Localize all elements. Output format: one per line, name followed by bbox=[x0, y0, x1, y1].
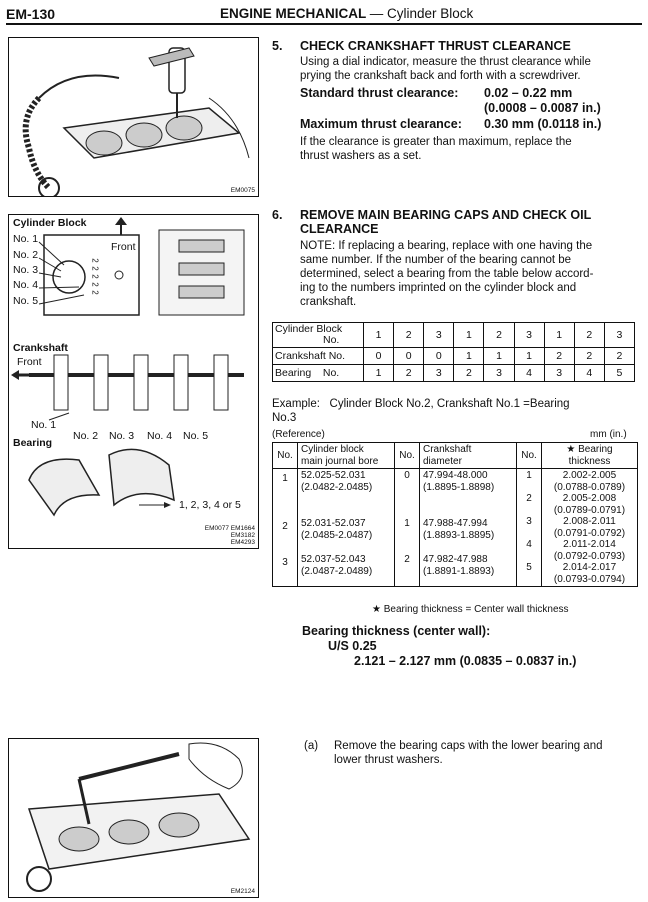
crankshaft-front-label: Front bbox=[17, 356, 42, 368]
max-clearance-label: Maximum thrust clearance: bbox=[300, 117, 462, 131]
value-mm: 2.002-2.005 bbox=[562, 470, 617, 481]
bearing-thickness-value: 2.121 – 2.127 mm (0.0835 – 0.0837 in.) bbox=[354, 654, 577, 668]
table-row bbox=[273, 323, 635, 348]
table-cell bbox=[301, 518, 391, 554]
table-cell: 2 bbox=[404, 554, 410, 565]
bearing-numbers-label: 1, 2, 3, 4 or 5 bbox=[179, 499, 241, 511]
figure-code: EM0075 bbox=[230, 187, 255, 194]
block-no-3: No. 3 bbox=[13, 264, 39, 276]
header-line: thickness bbox=[568, 455, 611, 467]
step-6-note-5: crankshaft. bbox=[300, 296, 357, 308]
value-in: (0.0789-0.0791) bbox=[553, 504, 626, 516]
step-6-note-1: NOTE: If replacing a bearing, replace with one having the bbox=[300, 240, 593, 252]
reference-label: (Reference) bbox=[272, 429, 325, 440]
std-clearance-in: (0.0008 – 0.0087 in.) bbox=[484, 101, 601, 115]
crank-column bbox=[420, 469, 517, 587]
cylinder-block-label: Cylinder Block bbox=[13, 217, 87, 229]
page-title-main: ENGINE MECHANICAL bbox=[220, 6, 367, 21]
value-in: (1.8893-1.8895) bbox=[423, 529, 495, 541]
crank-no-5: No. 5 bbox=[183, 430, 209, 442]
table-cell bbox=[545, 470, 634, 493]
value-in: (1.8895-1.8898) bbox=[423, 481, 495, 493]
table-cell: 1 bbox=[282, 473, 288, 484]
table-cell bbox=[301, 470, 391, 518]
stamp-digit-2: 2 bbox=[90, 266, 100, 271]
table-cell: 0 bbox=[404, 470, 410, 481]
table-cell: 1 bbox=[364, 323, 394, 348]
table-cell: 4 bbox=[574, 365, 604, 382]
header-line: main journal bore bbox=[301, 455, 379, 467]
step-5-heading: CHECK CRANKSHAFT THRUST CLEARANCE bbox=[300, 39, 571, 53]
figure-code: EM2124 bbox=[230, 888, 255, 895]
std-clearance-mm: 0.02 – 0.22 mm bbox=[484, 86, 573, 100]
step-5-number: 5. bbox=[272, 39, 283, 53]
header-rule bbox=[6, 23, 642, 25]
page-title bbox=[220, 6, 473, 21]
header-line: Crankshaft bbox=[423, 444, 472, 455]
header-line: diameter bbox=[423, 455, 462, 467]
header-no: No. bbox=[395, 443, 420, 469]
table-cell: 2 bbox=[526, 493, 532, 504]
header-line: ★ Bearing bbox=[566, 444, 613, 455]
table-cell: 0 bbox=[364, 348, 394, 365]
crank-no-1: No. 1 bbox=[31, 419, 57, 431]
table-cell: 3 bbox=[604, 323, 634, 348]
table-cell: 2 bbox=[484, 323, 514, 348]
table-cell: 1 bbox=[484, 348, 514, 365]
table-cell: 2 bbox=[282, 521, 288, 532]
table-row bbox=[273, 348, 635, 365]
value-mm: 47.982-47.988 bbox=[423, 554, 488, 565]
step-6-heading-1: REMOVE MAIN BEARING CAPS AND CHECK OIL bbox=[300, 208, 592, 222]
bearing-label: Bearing bbox=[13, 437, 53, 449]
table-cell: 1 bbox=[454, 323, 484, 348]
table-cell bbox=[423, 518, 513, 554]
step-6-heading-2: CLEARANCE bbox=[300, 222, 379, 236]
header-bore bbox=[298, 443, 395, 469]
value-in: (0.0788-0.0789) bbox=[553, 481, 626, 493]
substep-a-label: (a) bbox=[304, 740, 319, 752]
value-mm: 2.008-2.011 bbox=[563, 516, 616, 527]
step-6-number: 6. bbox=[272, 208, 283, 222]
step-6-note-3: determined, select a bearing from the table below accord- bbox=[300, 268, 594, 280]
value-in: (0.0792-0.0793) bbox=[553, 550, 626, 562]
bearing-no-column bbox=[517, 469, 542, 587]
page-number: EM-130 bbox=[6, 6, 56, 22]
crank-no-column bbox=[395, 469, 420, 587]
crank-no-4: No. 4 bbox=[147, 430, 173, 442]
stamp-digit-5: 2 bbox=[90, 290, 100, 295]
table-cell bbox=[545, 516, 634, 539]
crankshaft-label: Crankshaft bbox=[13, 342, 68, 354]
header-no: No. bbox=[273, 443, 298, 469]
table-cell bbox=[423, 554, 513, 577]
table-cell: 1 bbox=[526, 470, 532, 481]
value-in: (2.0482-2.0485) bbox=[301, 481, 373, 493]
table-cell: 2 bbox=[574, 348, 604, 365]
header-crank bbox=[420, 443, 517, 469]
crank-no-3: No. 3 bbox=[109, 430, 135, 442]
bore-column bbox=[298, 469, 395, 587]
value-mm: 52.031-52.037 bbox=[301, 518, 366, 529]
step-5-note-2: thrust washers as a set. bbox=[300, 150, 422, 162]
row-label: Bearing No. bbox=[273, 365, 364, 382]
table-cell: 4 bbox=[514, 365, 544, 382]
value-mm: 47.988-47.994 bbox=[423, 518, 488, 529]
figure-remove-caps bbox=[8, 738, 259, 898]
block-no-1: No. 1 bbox=[13, 233, 39, 245]
value-in: (2.0485-2.0487) bbox=[301, 529, 373, 541]
value-mm: 52.025-52.031 bbox=[301, 470, 366, 481]
table-cell: 1 bbox=[544, 323, 574, 348]
value-mm: 2.005-2.008 bbox=[562, 493, 617, 504]
table-cell: 3 bbox=[424, 365, 454, 382]
table-row bbox=[273, 365, 635, 382]
table-cell bbox=[545, 539, 634, 562]
undersize-label: U/S 0.25 bbox=[328, 639, 377, 653]
stamp-digit-3: 2 bbox=[90, 274, 100, 279]
bearing-thickness-heading: Bearing thickness (center wall): bbox=[302, 624, 491, 638]
example-line-1: Example: Cylinder Block No.2, Crankshaft No.1 =Bearing bbox=[272, 398, 570, 410]
table-cell: 0 bbox=[394, 348, 424, 365]
row-label: Crankshaft No. bbox=[273, 348, 364, 365]
table-cell: 2 bbox=[574, 323, 604, 348]
remove-caps-illustration bbox=[9, 739, 258, 897]
table-cell: 2 bbox=[454, 365, 484, 382]
step-6-note-4: ing to the numbers imprinted on the cylinder block and bbox=[300, 282, 577, 294]
value-mm: 2.011-2.014 bbox=[563, 539, 616, 550]
row-label bbox=[273, 323, 364, 348]
header-thickness bbox=[542, 443, 638, 469]
table-cell: 5 bbox=[526, 562, 532, 573]
unit-label: mm (in.) bbox=[590, 429, 627, 440]
block-no-5: No. 5 bbox=[13, 295, 39, 307]
table-cell: 1 bbox=[514, 348, 544, 365]
step-5-intro-1: Using a dial indicator, measure the thrust clearance while bbox=[300, 56, 591, 68]
reference-table bbox=[272, 442, 638, 587]
substep-a-line-1: Remove the bearing caps with the lower bearing and bbox=[334, 740, 603, 752]
step-5-note-1: If the clearance is greater than maximum, replace the bbox=[300, 136, 572, 148]
table-cell: 3 bbox=[526, 516, 532, 527]
table-cell: 2 bbox=[394, 323, 424, 348]
stamp-digit-4: 2 bbox=[90, 282, 100, 287]
figure-dial-indicator bbox=[8, 37, 259, 197]
bearing-selection-table bbox=[272, 322, 635, 382]
table-body-row bbox=[273, 469, 638, 587]
value-mm: 2.014-2.017 bbox=[562, 562, 617, 573]
value-mm: 52.037-52.043 bbox=[301, 554, 366, 565]
table-header-row bbox=[273, 443, 638, 469]
row-label-line: Cylinder Block bbox=[275, 323, 343, 335]
block-no-2: No. 2 bbox=[13, 249, 39, 261]
table-cell: 4 bbox=[526, 539, 532, 550]
block-no-column bbox=[273, 469, 298, 587]
example-line-2: No.3 bbox=[272, 412, 297, 424]
table-cell: 1 bbox=[404, 518, 410, 529]
table-cell bbox=[545, 493, 634, 516]
step-5-intro-2: prying the crankshaft back and forth with a screwdriver. bbox=[300, 70, 581, 82]
table-cell: 3 bbox=[514, 323, 544, 348]
header-line: Cylinder block bbox=[301, 444, 364, 455]
std-clearance-label: Standard thrust clearance: bbox=[300, 86, 459, 100]
value-in: (0.0791-0.0792) bbox=[553, 527, 626, 539]
table-cell: 3 bbox=[484, 365, 514, 382]
figure-codes: EM0077 EM1664 EM3182 EM4293 bbox=[204, 525, 255, 546]
table-cell: 3 bbox=[544, 365, 574, 382]
step-6-note-2: same number. If the number of the bearing cannot be bbox=[300, 254, 572, 266]
value-in: (0.0793-0.0794) bbox=[553, 573, 626, 585]
header-no: No. bbox=[517, 443, 542, 469]
stamp-digit-1: 2 bbox=[90, 258, 100, 263]
row-label-line: No. bbox=[323, 334, 340, 346]
table-cell bbox=[545, 562, 634, 585]
table-cell: 2 bbox=[544, 348, 574, 365]
block-no-4: No. 4 bbox=[13, 279, 39, 291]
dial-indicator-illustration bbox=[9, 38, 258, 196]
table-cell: 2 bbox=[604, 348, 634, 365]
figure-bearing-numbers bbox=[8, 214, 259, 549]
crank-no-2: No. 2 bbox=[73, 430, 99, 442]
thickness-column bbox=[542, 469, 638, 587]
front-label: Front bbox=[111, 241, 136, 253]
value-mm: 47.994-48.000 bbox=[423, 470, 488, 481]
table-cell: 1 bbox=[364, 365, 394, 382]
table-cell: 1 bbox=[454, 348, 484, 365]
table-cell: 0 bbox=[424, 348, 454, 365]
value-in: (2.0487-2.0489) bbox=[301, 565, 373, 577]
table-cell bbox=[301, 554, 391, 577]
substep-a-line-2: lower thrust washers. bbox=[334, 754, 443, 766]
value-in: (1.8891-1.8893) bbox=[423, 565, 495, 577]
table-cell: 2 bbox=[394, 365, 424, 382]
max-clearance-value: 0.30 mm (0.0118 in.) bbox=[484, 117, 602, 131]
table-cell: 3 bbox=[424, 323, 454, 348]
table-cell bbox=[423, 470, 513, 518]
table-cell: 3 bbox=[282, 557, 288, 568]
table-cell: 5 bbox=[604, 365, 634, 382]
page-title-sub: — Cylinder Block bbox=[369, 6, 474, 21]
footnote: ★ Bearing thickness = Center wall thickness bbox=[372, 604, 569, 615]
